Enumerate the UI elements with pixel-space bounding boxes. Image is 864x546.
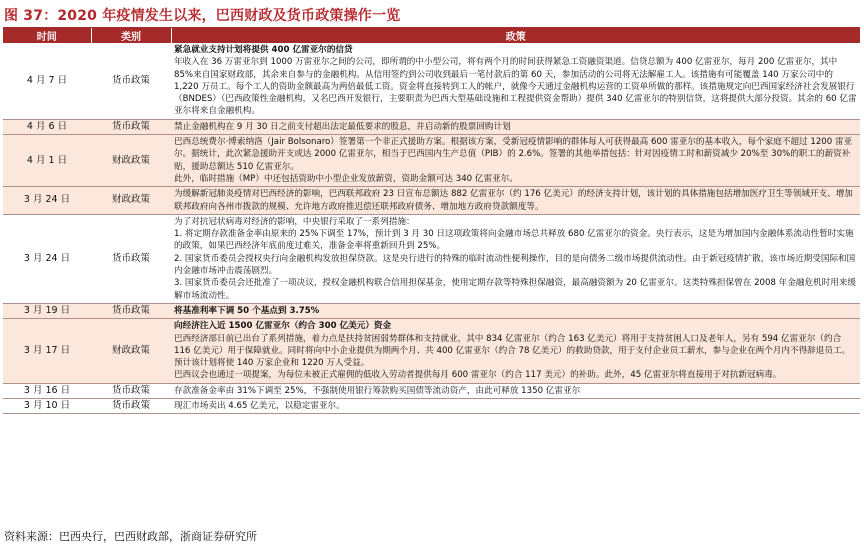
row-category: 货币政策 [91, 43, 171, 119]
source-note: 资料来源：巴西央行，巴西财政部，浙商证券研究所 [4, 530, 257, 543]
policy-text: 现汇市场卖出 4.65 亿美元，以稳定雷亚尔。 [174, 401, 345, 412]
row-date: 3 月 16 日 [3, 383, 91, 398]
row-category: 货币政策 [91, 383, 171, 398]
row-policy [171, 187, 860, 215]
policy-text: 巴西总统费尔·博索纳洛（Jair Bolsonaro）签署第一个非正式援助方案。根据该方案，受新冠疫情影响的群体每人可获得最高 600 雷亚尔的基本收入，每个家庭不超过 1200 雷亚尔。据统计，此次紧急援助开支或达 2000 亿雷亚尔，相当于巴西国内生产总值（PIB）的 2.6%。签署的其他举措包括：针对因疫情工时和薪资减少 20%至 30%的职工的薪资补贴，援助总额达 510 亿雷亚尔。 [174, 137, 853, 172]
policy-text: 年收入在 36 万雷亚尔到 1000 万雷亚尔之间的公司，即所谓的中小型公司，将有两个月的时间获得紧急工资融资渠道。信贷总额为 400 亿雷亚尔，每月 200 亿雷亚尔，其中 85%来自国家财政部，其余来自参与的金融机构。从信用签约到公司收到最后一笔付款后的第 60 天，参加活动的公司将无法解雇工人。该措施有可能覆盖 140 万家公司中的 1,220 万员工。每个工人的资助金额最高为两倍最低工资。资金将直接转到工人的帐户，就像今天通过金融机构运营的工资单所做的那样。该措施规定向巴西国家经济社会发展银行（BNDES）（巴西政策性金融机构，又名巴西开发银行，主要职责为巴西大型基础设施和工程提供资金帮助）提供 340 亿雷亚尔的特别信贷，这将提供大部分投资。其余的 60 亿雷亚尔将来自金融机构。 [174, 57, 857, 117]
row-policy [171, 135, 860, 187]
row-date: 4 月 6 日 [3, 119, 91, 134]
row-category: 财政政策 [91, 135, 171, 187]
table-body [3, 43, 860, 414]
policy-table [3, 28, 860, 414]
row-date: 3 月 24 日 [3, 187, 91, 215]
row-date: 4 月 7 日 [3, 43, 91, 119]
row-date: 3 月 10 日 [3, 399, 91, 414]
row-policy [171, 383, 860, 398]
table-row [3, 119, 860, 134]
row-category: 货币政策 [91, 399, 171, 414]
policy-headline: 向经济注入近 1500 亿雷亚尔（约合 300 亿美元）资金 [174, 321, 392, 332]
policy-text: 为缓解新冠肺炎疫情对巴西经济的影响，巴西联邦政府 23 日宣布总额达 882 亿雷亚尔（约 176 亿美元）的经济支持计划，该计划的具体措施包括增加医疗卫生等领域开支、增加联邦政府向各州市拨款的规模、允许地方政府推迟偿还联邦政府债务、增加地方政府贷款额度等。 [174, 189, 853, 212]
table-row [3, 399, 860, 414]
header-category: 类别 [91, 28, 171, 43]
row-policy [171, 119, 860, 134]
table-row [3, 303, 860, 318]
row-date: 3 月 24 日 [3, 214, 91, 303]
table-row [3, 383, 860, 398]
policy-text: 存款准备金率由 31%下调至 25%，不强制使用银行筹款购买国债等流动资产，由此可释放 1350 亿雷亚尔 [174, 385, 581, 396]
row-category: 货币政策 [91, 119, 171, 134]
policy-text: 1. 将定期存款准备金率由原来的 25%下调至 17%，预计到 3 月 30 日这项政策将向金融市场总共释放 680 亿雷亚尔的资金。央行表示，这是为增加国内金融体系流动性暂时实施的政策，如果巴西经济年底前度过难关，准备金率将重新回升到 25%。 [174, 229, 854, 252]
policy-text: 禁止金融机构在 9 月 30 日之前支付超出法定最低要求的股息，并启动新的股票回购计划 [174, 121, 511, 132]
policy-text: 3. 国家货币委员会还批准了一项决议，授权金融机构联合信用担保基金，使用定期存款等特殊担保融资，最高融资额为 20 亿雷亚尔。这类特殊担保曾在 2008 年金融危机时用来缓解市场流动性。 [174, 278, 857, 301]
row-date: 3 月 17 日 [3, 319, 91, 383]
row-category: 货币政策 [91, 214, 171, 303]
table-row [3, 214, 860, 303]
row-date: 4 月 1 日 [3, 135, 91, 187]
policy-text: 2. 国家货币委员会授权央行向金融机构发放担保贷款。这是央行进行的特殊的临时流动性便利操作，目的是向债务二级市场提供流动性。由于新冠疫情扩散，该市场近期受国际和国内金融市场冲击震荡剧烈。 [174, 253, 856, 277]
policy-text: 巴西议会也通过一项提案，为每位未被正式雇佣的低收入劳动者提供每月 600 雷亚尔（约合 117 美元）的补助。此外，45 亿雷亚尔将直接用于对抗新冠病毒。 [174, 370, 782, 381]
policy-headline: 将基准利率下调 50 个基点到 3.75% [174, 305, 320, 316]
table-row [3, 43, 860, 119]
policy-text: 为了对抗冠状病毒对经济的影响，中央银行采取了一系列措施： [174, 216, 415, 227]
header-time: 时间 [3, 28, 91, 43]
header-policy: 政策 [171, 28, 860, 43]
policy-text: 此外，临时措施（MP）中还包括资助中小型企业发放薪资，资助金额可达 340 亿雷亚尔。 [174, 173, 518, 184]
policy-headline: 紧急就业支持计划将提供 400 亿雷亚尔的信贷 [174, 45, 353, 55]
row-policy [171, 214, 860, 303]
table-row [3, 135, 860, 187]
table-row [3, 187, 860, 215]
row-category: 财政政策 [91, 319, 171, 383]
figure-title: 图 37：2020 年疫情发生以来，巴西财政及货币政策操作一览 [4, 8, 401, 24]
row-category: 财政政策 [91, 187, 171, 215]
row-policy [171, 303, 860, 318]
table-header-row [3, 28, 860, 43]
row-policy [171, 319, 860, 383]
policy-text: 巴西经济部日前已出台了系列措施，着力点是扶持贫困弱势群体和支持就业，其中 834 亿雷亚尔（约合 163 亿美元）将用于支持贫困人口及老年人，另有 594 亿雷亚尔（约合 116 亿美元）用于保障就业。同时将向中小企业提供为期两个月、共 400 亿雷亚尔（约合 78 亿美元）的救助贷款，用于支付企业员工薪水，参与企业在两个月内不得辞退员工。预计该计划将使 140 万家企业和 1220 万人受益。 [174, 333, 851, 369]
row-policy [171, 43, 860, 119]
table-row [3, 319, 860, 383]
row-policy [171, 399, 860, 414]
row-date: 3 月 19 日 [3, 303, 91, 318]
row-category: 货币政策 [91, 303, 171, 318]
